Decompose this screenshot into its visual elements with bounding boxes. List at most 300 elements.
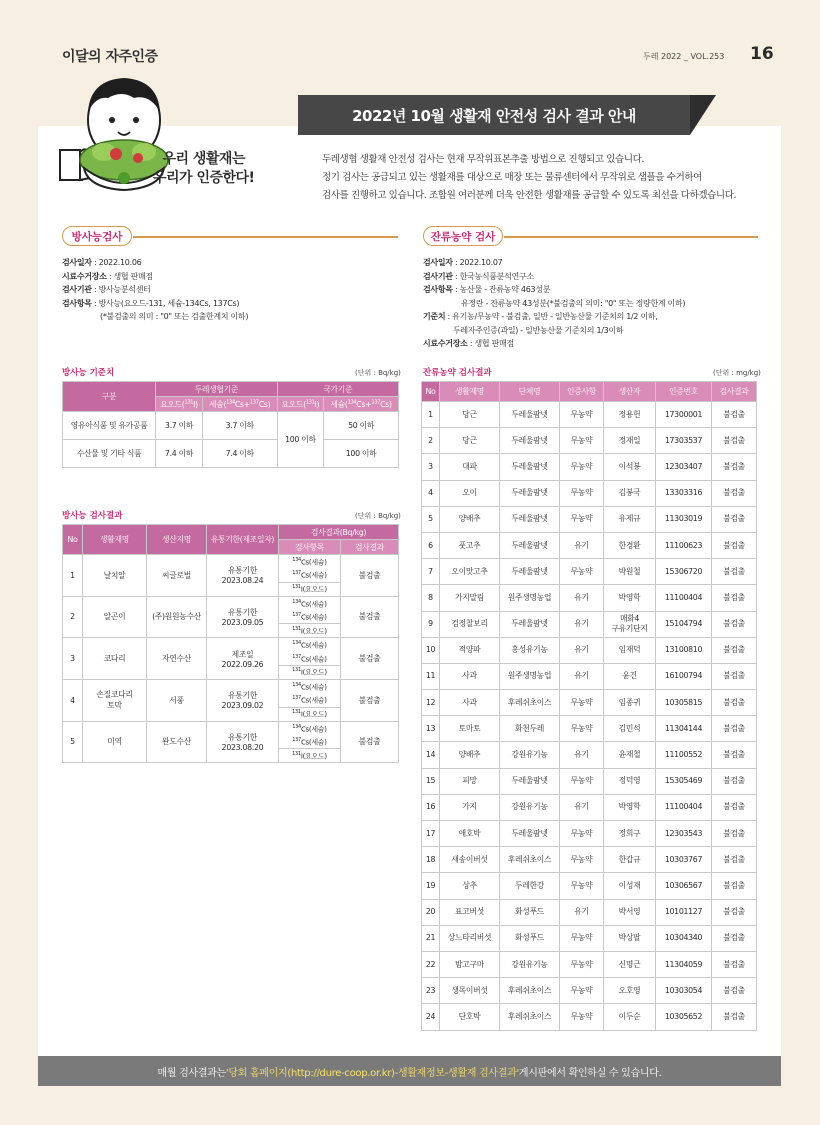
column-header: 인증사항	[560, 382, 604, 402]
table-cell: 불검출	[712, 663, 757, 689]
table-cell: 박영학	[604, 794, 656, 820]
table-row	[422, 637, 757, 663]
table-row	[422, 951, 757, 977]
table-cell: 무농약	[560, 690, 604, 716]
table-cell: 검정찰보리	[440, 611, 500, 637]
table-cell: 무농약	[560, 978, 604, 1004]
cesium-134: $^{134}$Cs(세슘)	[292, 598, 327, 608]
table-cell: 화성푸드	[500, 925, 560, 951]
column-header: 검사항목	[279, 540, 341, 555]
info-value: : 2022.10.06	[91, 258, 142, 267]
table-cell: 유기	[560, 637, 604, 663]
table-cell: 18	[422, 847, 440, 873]
table-cell: 피망	[440, 768, 500, 794]
table-cell: 불검출	[712, 480, 757, 506]
item-name: 알곤이	[103, 612, 126, 622]
table-cell: 11304059	[656, 951, 712, 977]
page-title: 2022년 10월 생활재 안전성 검사 결과 안내	[298, 95, 690, 135]
table-row	[422, 925, 757, 951]
table-cell: 자연수산	[147, 638, 207, 680]
table-caption: 방사능 검사결과	[62, 511, 123, 521]
table-cell: 가지	[440, 794, 500, 820]
test-item-cesium	[279, 679, 341, 707]
table-cell: 15305469	[656, 768, 712, 794]
column-header: No	[422, 382, 440, 402]
table-cell: 17300001	[656, 402, 712, 428]
table-cell: 애호박	[440, 821, 500, 847]
column-header: 두레생협기준	[156, 382, 277, 397]
table-cell: 10101127	[656, 899, 712, 925]
table-cell: 한갑규	[604, 847, 656, 873]
column-header: 세슘($^{134}$Cs+$^{137}$Cs)	[202, 397, 277, 412]
table-row	[422, 742, 757, 768]
table-cell: 17303537	[656, 428, 712, 454]
item-name: 손질코다리	[96, 690, 133, 700]
table-row	[422, 1004, 757, 1030]
table-cell: 무농약	[560, 768, 604, 794]
table-cell: 12	[422, 690, 440, 716]
table-cell: 후레쉬초이스	[500, 847, 560, 873]
table-cell: 14	[422, 742, 440, 768]
table-cell: 불검출	[712, 978, 757, 1004]
table-cell: 무농약	[560, 1004, 604, 1030]
info-key: 검사일자	[62, 258, 92, 267]
table-cell: 유제규	[604, 506, 656, 532]
table-cell: 불검출	[712, 742, 757, 768]
test-item-cesium	[279, 638, 341, 666]
table-cell: 정재일	[604, 428, 656, 454]
test-item-iodine: $^{131}$I(요오드)	[279, 624, 341, 638]
table-row	[422, 873, 757, 899]
table-cell: 15104794	[656, 611, 712, 637]
table-row	[422, 768, 757, 794]
table-cell: 영유아식품 및 유가공품	[63, 412, 156, 440]
table-cell: 강원유기농	[500, 794, 560, 820]
test-item-cesium	[279, 596, 341, 624]
column-header: 구분	[63, 382, 156, 412]
table-cell: 3	[422, 454, 440, 480]
radiation-info	[62, 256, 248, 324]
table-cell: 토마토	[440, 716, 500, 742]
table-row	[422, 506, 757, 532]
title-bar-tail	[690, 95, 716, 135]
table-cell: 정용헌	[604, 402, 656, 428]
cesium-137: $^{137}$Cs(세슘)	[292, 611, 327, 622]
table-cell: 5	[63, 721, 83, 763]
table-caption: 방사능 기준치	[62, 368, 115, 378]
table-cell: 11	[422, 663, 440, 689]
table-cell: 20	[422, 899, 440, 925]
info-key: 기준치	[423, 312, 446, 321]
column-header: 인증번호	[656, 382, 712, 402]
footer-notice	[38, 1056, 781, 1086]
column-header: 검사결과	[712, 382, 757, 402]
radiation-result-table	[62, 524, 399, 763]
table-cell: 100 이하	[324, 440, 399, 468]
table-cell: 상추	[440, 873, 500, 899]
table-cell: 정덕영	[604, 768, 656, 794]
result-cell: 불검출	[341, 638, 399, 680]
table-row	[63, 412, 399, 440]
table-cell: 10306567	[656, 873, 712, 899]
table-cell: 22	[422, 951, 440, 977]
table-caption: 잔류농약 검사결과	[423, 368, 492, 378]
result-cell: 불검출	[341, 596, 399, 638]
table-cell: 16100794	[656, 663, 712, 689]
table-cell: 12303543	[656, 821, 712, 847]
table-cell: 불검출	[712, 716, 757, 742]
info-value: : 방사능(요오드-131, 세슘-134Cs, 137Cs)	[91, 298, 240, 308]
table-cell: 후레쉬초이스	[500, 978, 560, 1004]
table-cell: 4	[63, 679, 83, 721]
expiry-label: 유통기한	[228, 607, 257, 617]
residue-info	[423, 256, 685, 351]
table-cell: 불검출	[712, 506, 757, 532]
table-cell: 무농약	[560, 847, 604, 873]
table-row	[63, 679, 399, 707]
table-cell: 무농약	[560, 951, 604, 977]
table-cell: 새송이버섯	[440, 847, 500, 873]
table-cell: 유기	[560, 899, 604, 925]
info-value: : 생협 판매점	[106, 271, 153, 281]
table-cell: 박영학	[604, 585, 656, 611]
table-cell: 무농약	[560, 716, 604, 742]
cesium-134: $^{134}$Cs(세슘)	[292, 557, 327, 567]
table-cell: 3.7 이하	[156, 412, 203, 440]
table-cell: 불검출	[712, 559, 757, 585]
table-cell: 불검출	[712, 637, 757, 663]
table-cell: 10304340	[656, 925, 712, 951]
table-cell: 풋고추	[440, 532, 500, 558]
table-cell: 13100810	[656, 637, 712, 663]
table-row	[422, 821, 757, 847]
table-cell: 무농약	[560, 821, 604, 847]
info-key: 검사기관	[423, 271, 453, 281]
expiry-date: 2022.09.26	[221, 659, 264, 669]
table-cell: 17	[422, 821, 440, 847]
table-row	[422, 428, 757, 454]
table-cell: 후레쉬초이스	[500, 1004, 560, 1030]
table-cell: 불검출	[712, 951, 757, 977]
expiry-date: 2023.09.02	[221, 701, 264, 711]
table-cell: 임재덕	[604, 637, 656, 663]
table-cell: 불검출	[712, 611, 757, 637]
table-cell: 정희구	[604, 821, 656, 847]
table-cell: 원주생명농업	[500, 585, 560, 611]
table-cell: 오호영	[604, 978, 656, 1004]
table-unit: (단위 : Bq/kg)	[355, 369, 401, 377]
cesium-137: $^{137}$Cs(세슘)	[292, 570, 327, 580]
table-cell: 오이	[440, 480, 500, 506]
info-key: 검사항목	[62, 298, 92, 308]
table-cell: 당근	[440, 428, 500, 454]
intro-line: 두레생협 생활재 안전성 검사는 현재 무작위표본추출 방법으로 진행되고 있습니다.	[322, 154, 644, 165]
result-cell: 불검출	[341, 679, 399, 721]
result-cell: 불검출	[341, 555, 399, 597]
table-cell: 상느타리버섯	[440, 925, 500, 951]
table-cell: 두레울팜넷	[500, 506, 560, 532]
table-row	[422, 532, 757, 558]
expiry-label: 제조일	[231, 649, 254, 659]
table-cell: 10303767	[656, 847, 712, 873]
cesium-137: $^{137}$Cs(세슘)	[292, 695, 327, 705]
footer-text: 게시판에서 확인하실 수 있습니다.	[518, 1067, 662, 1079]
item-name: 토막	[107, 701, 122, 711]
intro-text	[322, 151, 762, 205]
table-cell: 11303019	[656, 506, 712, 532]
footer-link-text: '당회 홈페이지(http://dure-coop.or.kr)-생활재정보-생활재 검사결과'	[225, 1067, 519, 1079]
table-unit: (단위 : Bq/kg)	[355, 512, 401, 520]
table-cell: 12303407	[656, 454, 712, 480]
table-cell: 11304144	[656, 716, 712, 742]
expiry-label: 유통기한	[228, 732, 257, 742]
table-cell: 이두순	[604, 1004, 656, 1030]
table-cell: 무농약	[560, 506, 604, 532]
table-row	[63, 638, 399, 666]
table-cell: 단호박	[440, 1004, 500, 1030]
table-cell: 2	[63, 596, 83, 638]
table-row	[422, 690, 757, 716]
cesium-137: $^{137}$Cs(세슘)	[292, 736, 327, 747]
table-cell: 9	[422, 611, 440, 637]
table-cell	[207, 638, 279, 680]
column-header: 세슘($^{134}$Cs+$^{137}$Cs)	[324, 397, 399, 412]
table-cell: 11100404	[656, 585, 712, 611]
test-item-iodine: $^{131}$I(요오드)	[279, 707, 341, 721]
intro-line: 검사를 진행하고 있습니다. 조합원 여러분께 더욱 안전한 생활재를 공급할 수 있도록 최선을 다하겠습니다.	[322, 190, 737, 201]
table-row	[422, 611, 757, 637]
table-cell: 두레울팜넷	[500, 402, 560, 428]
table-row	[422, 559, 757, 585]
table-cell: 가지말림	[440, 585, 500, 611]
info-note: (*불검출의 의미 : "0" 또는 검출한계치 이하)	[100, 312, 249, 321]
table-cell: 8	[422, 585, 440, 611]
table-cell: (주)원원농수산	[147, 596, 207, 638]
residue-section-label: 잔류농약 검사	[423, 226, 503, 246]
expiry-date: 2023.08.24	[221, 576, 264, 586]
table-cell: 씨글로벌	[147, 555, 207, 597]
table-cell: 윤재철	[604, 742, 656, 768]
table-cell: 한경환	[604, 532, 656, 558]
table-cell: 6	[422, 532, 440, 558]
column-header: 국가기준	[277, 382, 398, 397]
radiation-section-label: 방사능검사	[62, 226, 132, 246]
info-key: 검사항목	[423, 285, 453, 294]
cesium-134: $^{134}$Cs(세슘)	[292, 640, 327, 650]
table-cell: 불검출	[712, 899, 757, 925]
expiry-date: 2023.09.05	[221, 617, 264, 627]
table-cell: 원주생명농업	[500, 663, 560, 689]
table-cell: 19	[422, 873, 440, 899]
table-cell: 서풍	[147, 679, 207, 721]
test-item-iodine: $^{131}$I(요오드)	[279, 582, 341, 596]
info-value: : 유기농/무농약 - 불검출, 일반 - 일반농산물 기준치의 1/2 이하,	[445, 312, 658, 321]
table-cell: 당근	[440, 402, 500, 428]
table-cell: 불검출	[712, 532, 757, 558]
residue-result-table	[421, 381, 757, 1031]
table-cell: 불검출	[712, 690, 757, 716]
table-cell: 유기	[560, 794, 604, 820]
table-cell: 밤고구마	[440, 951, 500, 977]
item-name: 날치알	[103, 570, 126, 580]
table-cell: 후레쉬초이스	[500, 690, 560, 716]
table-cell: 신명근	[604, 951, 656, 977]
table-cell: 강원유기농	[500, 742, 560, 768]
table-cell: 두레울팜넷	[500, 454, 560, 480]
table-cell: 두레울팜넷	[500, 480, 560, 506]
table-cell: 무농약	[560, 402, 604, 428]
table-cell	[207, 679, 279, 721]
table-cell: 24	[422, 1004, 440, 1030]
test-item-iodine: $^{131}$I(요오드)	[279, 749, 341, 763]
column-header: 검사결과	[341, 540, 399, 555]
table-cell: 두레울팜넷	[500, 821, 560, 847]
table-cell: 이석봉	[604, 454, 656, 480]
table-cell: 1	[63, 555, 83, 597]
table-cell	[207, 596, 279, 638]
table-cell: 김봉국	[604, 480, 656, 506]
table-cell: 13	[422, 716, 440, 742]
radiation-standard-table	[62, 381, 399, 468]
table-cell: 11100404	[656, 794, 712, 820]
table-cell: 11100623	[656, 532, 712, 558]
table-row	[422, 480, 757, 506]
table-cell: 무농약	[560, 559, 604, 585]
table-cell: 무농약	[560, 480, 604, 506]
table-cell: 불검출	[712, 768, 757, 794]
table-cell: 10305815	[656, 690, 712, 716]
table-cell: 유기	[560, 585, 604, 611]
table-cell: 사과	[440, 690, 500, 716]
table-cell	[207, 721, 279, 763]
table-row	[63, 721, 399, 749]
table-cell: 7	[422, 559, 440, 585]
table-cell: 두레울팜넷	[500, 611, 560, 637]
table-cell: 두레울팜넷	[500, 428, 560, 454]
table-cell: 1	[422, 402, 440, 428]
table-cell	[604, 611, 656, 637]
info-value: : 2022.10.07	[452, 258, 503, 267]
page-number: 16	[750, 44, 774, 64]
table-cell: 박원철	[604, 559, 656, 585]
table-row	[422, 794, 757, 820]
column-header: 유통기한(제조일자)	[207, 525, 279, 555]
table-cell: 화성푸드	[500, 899, 560, 925]
info-indent: 유정란 - 잔류농약 43성분(*불검출의 의미: "0" 또는 정량한계 이하)	[461, 298, 686, 308]
info-value: : 방사능분석센터	[91, 285, 151, 294]
table-cell: 3	[63, 638, 83, 680]
table-cell: 15	[422, 768, 440, 794]
table-cell: 10305652	[656, 1004, 712, 1030]
test-item-iodine: $^{131}$I(요오드)	[279, 665, 341, 679]
table-cell: 4	[422, 480, 440, 506]
table-unit: (단위 : mg/kg)	[713, 369, 761, 377]
producer-name: 매화4	[619, 614, 640, 624]
table-row	[422, 899, 757, 925]
table-cell: 유기	[560, 742, 604, 768]
table-cell: 박서영	[604, 899, 656, 925]
divider	[133, 236, 398, 238]
column-header: No	[63, 525, 83, 555]
table-cell: 7.4 이하	[202, 440, 277, 468]
producer-name: 구유기단지	[611, 624, 648, 634]
table-cell: 홍성유기농	[500, 637, 560, 663]
table-cell: 무농약	[560, 925, 604, 951]
table-cell: 11100552	[656, 742, 712, 768]
table-cell	[83, 721, 147, 763]
info-value: : 한국농식품분석연구소	[452, 271, 534, 281]
table-cell: 양배추	[440, 742, 500, 768]
info-key: 시료수거장소	[423, 339, 468, 348]
table-cell: 화천두레	[500, 716, 560, 742]
table-cell: 50 이하	[324, 412, 399, 440]
table-cell	[83, 596, 147, 638]
info-indent: 두레자주인증(과일) - 일반농산물 기준치의 1/3이하	[453, 325, 624, 335]
table-row	[422, 663, 757, 689]
table-cell: 무농약	[560, 428, 604, 454]
slogan	[153, 150, 254, 188]
column-header: 생산자	[604, 382, 656, 402]
table-cell: 이성재	[604, 873, 656, 899]
intro-line: 정기 검사는 공급되고 있는 생활재를 대상으로 매장 또는 물류센터에서 무작위로 샘플을 수거하여	[322, 172, 702, 183]
table-cell: 불검출	[712, 585, 757, 611]
table-cell: 무농약	[560, 873, 604, 899]
table-cell: 100 이하	[277, 412, 324, 468]
cesium-137: $^{137}$Cs(세슘)	[292, 653, 327, 663]
expiry-label: 유통기한	[228, 691, 257, 701]
table-cell	[83, 555, 147, 597]
info-value: : 농산물 - 잔류농약 463성분	[452, 285, 551, 294]
table-cell: 김민석	[604, 716, 656, 742]
table-cell: 불검출	[712, 925, 757, 951]
expiry-label: 유통기한	[228, 566, 257, 576]
table-cell: 23	[422, 978, 440, 1004]
table-row	[63, 440, 399, 468]
table-cell: 불검출	[712, 847, 757, 873]
column-header: 생활재명	[440, 382, 500, 402]
table-row	[63, 555, 399, 583]
result-cell: 불검출	[341, 721, 399, 763]
column-header: 요오드($^{131}$I)	[156, 397, 203, 412]
table-cell: 10303054	[656, 978, 712, 1004]
table-cell: 불검출	[712, 402, 757, 428]
expiry-date: 2023.08.20	[221, 742, 264, 752]
test-item-cesium	[279, 721, 341, 749]
table-cell: 유기	[560, 611, 604, 637]
table-cell: 2	[422, 428, 440, 454]
table-cell: 10	[422, 637, 440, 663]
footer-text: 매월 검사결과는	[157, 1067, 226, 1079]
table-cell	[83, 679, 147, 721]
table-cell: 생목이버섯	[440, 978, 500, 1004]
table-cell: 두레울팜넷	[500, 532, 560, 558]
table-cell: 강원유기농	[500, 951, 560, 977]
table-row	[422, 978, 757, 1004]
info-value: : 생협 판매점	[467, 339, 514, 348]
table-cell: 불검출	[712, 821, 757, 847]
table-cell: 21	[422, 925, 440, 951]
table-cell: 유기	[560, 532, 604, 558]
section-label: 이달의 자주인증	[62, 49, 158, 65]
table-cell: 완도수산	[147, 721, 207, 763]
table-cell: 5	[422, 506, 440, 532]
table-cell: 불검출	[712, 428, 757, 454]
table-cell: 사과	[440, 663, 500, 689]
table-cell: 무농약	[560, 454, 604, 480]
info-key: 검사기관	[62, 285, 92, 294]
table-cell: 불검출	[712, 1004, 757, 1030]
cesium-134: $^{134}$Cs(세슘)	[292, 723, 327, 733]
